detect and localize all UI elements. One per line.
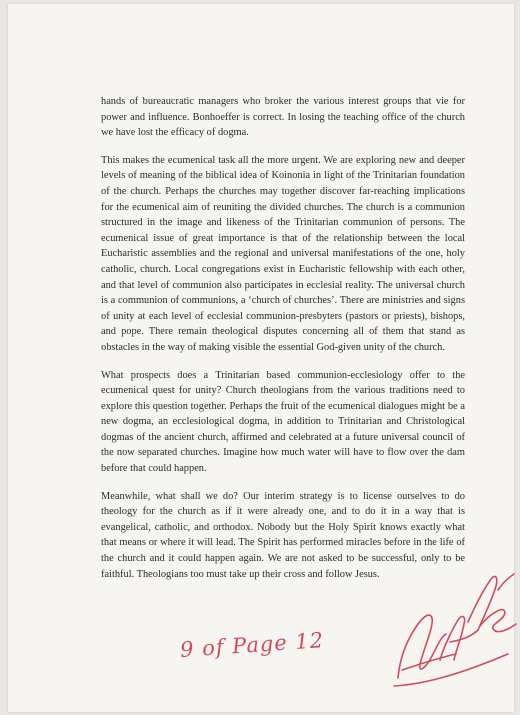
paragraph: hands of bureaucratic managers who broker the various interest groups that vie for power and influence. Bonhoeffer is correct. In losing the teaching office of the church we have lost the efficacy of dogma. <box>101 96 465 139</box>
handwritten-signature <box>380 560 520 700</box>
body-text <box>101 94 465 594</box>
paragraph: Meanwhile, what shall we do? Our interim strategy is to license ourselves to do theology for the church as if it were already one, and to do it in a way that is evangelical, catholic, and orthodox. Nobody but the Holy Spirit knows exactly what that means or where it will lead. The Spirit has performed miracles before in the life of the church and it could happen again. We are not asked to be successful, only to be faithful. Theologians too must take up their cross and follow Jesus. <box>101 490 465 580</box>
paragraph: This makes the ecumenical task all the more urgent. We are exploring new and deeper levels of meaning of the biblical idea of Koinonia in light of the Trinitarian foundation of the church. Perhaps the churches may together discover far-reaching implications for the ecumenical aim of reuniting the divided churches. The church is a communion structured in the image and likeness of the Trinitarian communion of persons. The ecumenical issue of great importance is that of the relationship between the local Eucharistic assemblies and the regional and universal manifestations of the one, holy catholic, church. Local congregations exist in Eucharistic fellowship with each other, and that level of communion also participates in ecclesial reality. The universal church is a communion of communions, a ‘church of churches’. There are ministries and signs of unity at each level of ecclesial communion-presbyters (pastors or priests), bishops, and pope. There remain theological disputes concerning all of them that stand as obstacles in the way of making visible the essential God-given unity of the church. <box>101 154 465 353</box>
paragraph: What prospects does a Trinitarian based communion-ecclesiology offer to the ecumenical quest for unity? Church theologians from the various traditions need to explore this question together. Perhaps the fruit of the ecumenical dialogues might be a new dogma, an ecclesiological dogma, in addition to Trinitarian and Christological dogmas of the ancient church, affirmed and celebrated at a future universal council of the now separated churches. Imagine how much water will have to flow over the dam before that could happen. <box>101 369 465 475</box>
handwritten-page-note: 9 of Page 12 <box>179 628 325 662</box>
